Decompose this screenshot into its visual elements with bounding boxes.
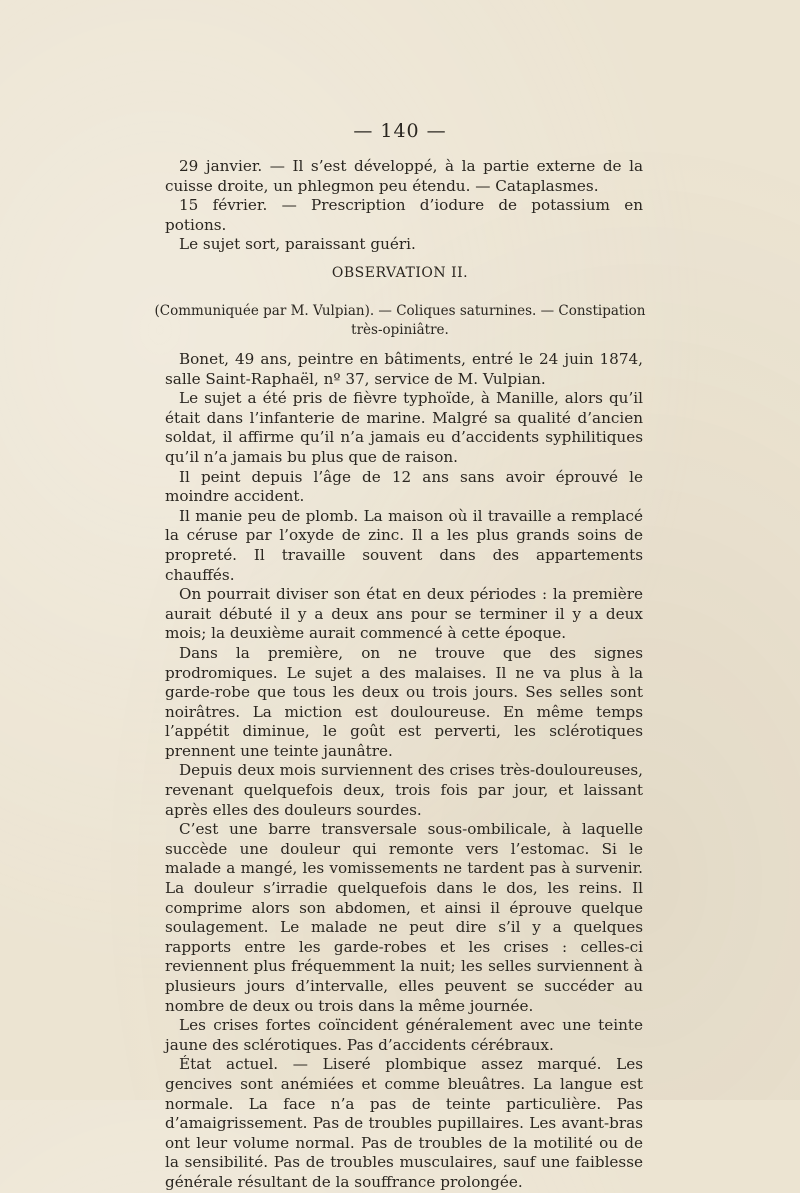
paragraph: Il peint depuis l’âge de 12 ans sans avoir éprouvé le moindre accident. [165,467,643,506]
paragraph: 29 janvier. — Il s’est développé, à la partie externe de la cuisse droite, un phlegmon peu étendu. — Cataplasmes. [165,157,643,195]
paragraph: Il manie peu de plomb. La maison où il travaille a remplacé la céruse par l’oxyde de zinc. Il a les plus grands soins de propreté. Il travaille souvent dans des appartements chauffés. [165,506,643,584]
intro-text [165,157,643,255]
paragraph: Le sujet a été pris de fièvre typhoïde, à Manille, alors qu’il était dans l’infanterie de marine. Malgré sa qualité d’ancien soldat, il affirme qu’il n’a jamais eu d’accidents syphilitiques qu’il n’a jamais bu plus que de raison. [165,389,643,466]
paragraph: C’est une barre transversale sous-ombilicale, à laquelle succède une douleur qui remonte vers l’estomac. Si le malade a mangé, les vomissements ne tardent pas à survenir. La douleur s’irradie quelquefois dans le dos, les reins. Il comprime alors son abdomen, et ainsi il éprouve quelque soulagement. Le malade ne peut dire s’il y a quelques rapports entre les garde-robes et les crises : celles-ci reviennent plus fréquemment la nuit; les selles surviennent à plusieurs jours d’intervalle, elles peuvent se succéder au nombre de deux ou trois dans la même journée. [165,820,643,1015]
paragraph: Depuis deux mois surviennent des crises très-douloureuses, revenant quelquefois deux, trois fois par jour, et laissant après elles des douleurs sourdes. [165,761,643,819]
paragraph: État actuel. — Liseré plombique assez marqué. Les gencives sont anémiées et comme bleuâtres. La langue est normale. La face n’a pas de teinte particulière. Pas d’amaigrissement. Pas de troubles pupillaires. Les avant-bras ont leur volume normal. Pas de troubles de la motilité ou de la sensibilité. Pas de troubles musculaires, sauf une faiblesse générale résultant de la souffrance prolongée. [165,1055,643,1191]
paragraph: Dans la première, on ne trouve que des signes prodromiques. Le sujet a des malaises. Il ne va plus à la garde-robe que tous les deux ou trois jours. Ses selles sont noirâtres. La miction est douloureuse. En même temps l’appétit diminue, le goût est perverti, les sclérotiques prennent une teinte jaunâtre. [165,643,643,760]
paragraph: Bonet, 49 ans, peintre en bâtiments, entré le 24 juin 1874, salle Saint-Raphaël, nº 37, service de M. Vulpian. [165,350,643,388]
paragraph: Le sujet sort, paraissant guéri. [179,235,416,254]
paragraph: Les crises fortes coïncident généralement avec une teinte jaune des sclérotiques. Pas d’accidents cérébraux. [165,1016,643,1054]
paragraph: 15 février. — Prescription d’iodure de potassium en potions. [165,196,643,234]
observation-title: OBSERVATION II. [331,265,469,281]
paragraph: On pourrait diviser son état en deux périodes : la première aurait débuté il y a deux ans pour se terminer il y a deux mois; la deuxième aurait commencé à cette époque. [165,585,643,643]
page-number-header: — 140 — [353,120,447,142]
observation-subtitle: (Communiquée par M. Vulpian). — Coliques saturnines. — Constipation très-opiniâtre. [154,303,646,338]
observation-body [165,350,643,1193]
